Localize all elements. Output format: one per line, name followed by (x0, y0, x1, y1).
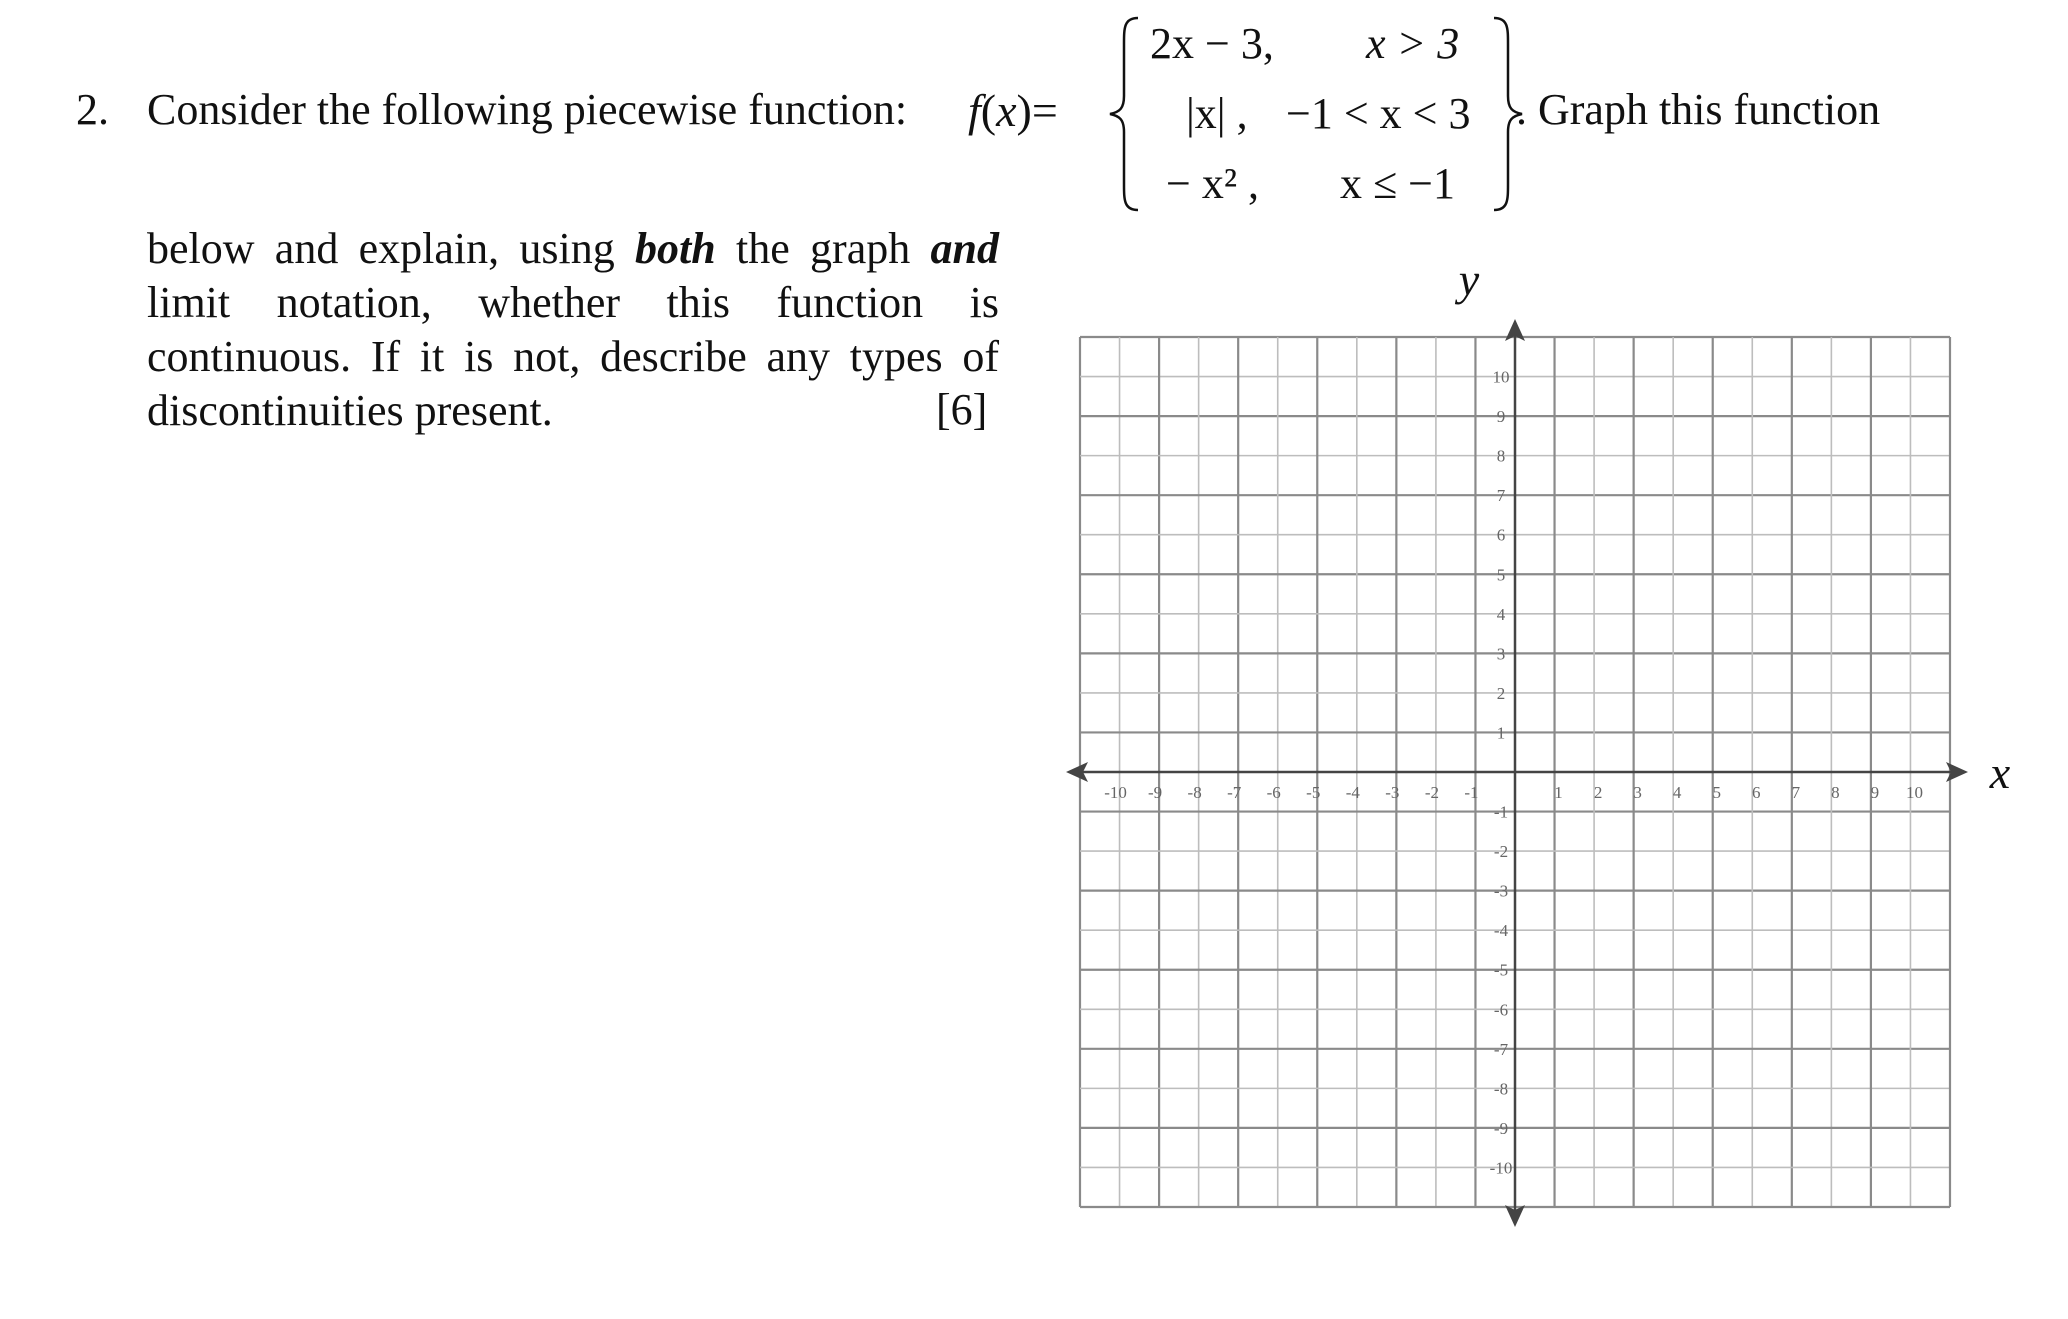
y-tick-label: 5 (1496, 565, 1506, 585)
question-body: below and explain, using both the graph and limit notation, whether this function is continuous. If it is not, describe any types of discontinuities present. (147, 224, 999, 435)
x-tick-label: -3 (1385, 783, 1400, 802)
y-tick-label: -6 (1493, 1000, 1509, 1020)
x-tick-label: -1 (1464, 783, 1479, 802)
x-tick-label: 9 (1870, 783, 1880, 802)
y-tick-label: 7 (1496, 486, 1506, 506)
open-paren: ( (980, 85, 997, 136)
case-3-condition: x ≤ −1 (1340, 159, 1455, 208)
function-notation (968, 84, 1058, 137)
case-2-expression: |x| , (1186, 89, 1248, 138)
y-tick-label: 4 (1496, 604, 1506, 624)
case-3-expression: − x² , (1166, 159, 1260, 208)
y-tick-label: 3 (1496, 644, 1506, 664)
question-intro: Consider the following piecewise function: (147, 85, 908, 134)
close-paren: ) (1016, 85, 1032, 136)
case-1-condition: x > 3 (1366, 19, 1460, 68)
y-tick-label: -8 (1493, 1079, 1509, 1099)
y-tick-label: -10 (1489, 1158, 1513, 1178)
y-tick-label: 9 (1496, 407, 1506, 427)
x-tick-label: 7 (1791, 783, 1801, 802)
equals-sign: = (1031, 85, 1058, 136)
x-tick-label: 2 (1593, 783, 1603, 802)
x-tick-label: 5 (1712, 783, 1721, 802)
y-tick-label: -2 (1493, 842, 1509, 862)
y-axis-label: y (1458, 255, 1480, 305)
x-tick-label: -7 (1227, 783, 1242, 802)
x-tick-label: 6 (1752, 783, 1761, 802)
question-tail: . Graph this function (1516, 85, 1881, 134)
y-tick-label: 6 (1496, 525, 1506, 545)
y-tick-label: -9 (1493, 1118, 1509, 1138)
x-tick-label: 10 (1905, 783, 1923, 802)
x-tick-label: -9 (1148, 783, 1163, 802)
emphasis-and: and (930, 224, 999, 273)
x-tick-label: -4 (1345, 783, 1360, 802)
emphasis-both: both (635, 224, 716, 273)
question-marks: [6] (936, 385, 988, 434)
case-2-condition: −1 < x < 3 (1286, 89, 1471, 138)
y-tick-label: -4 (1493, 921, 1509, 941)
x-tick-label: -6 (1266, 783, 1281, 802)
x-tick-label: -10 (1104, 783, 1127, 802)
y-tick-label: 8 (1496, 446, 1506, 466)
x-tick-label: -2 (1424, 783, 1439, 802)
x-tick-label: -5 (1306, 783, 1321, 802)
x-axis-label: x (1989, 747, 2011, 798)
x-tick-label: 3 (1633, 783, 1642, 802)
y-tick-label: -5 (1493, 960, 1509, 980)
case-1-expression: 2x − 3, (1150, 19, 1274, 68)
y-tick-label: 1 (1496, 723, 1506, 743)
y-tick-label: 2 (1496, 683, 1506, 703)
y-tick-label: -7 (1493, 1039, 1509, 1059)
y-tick-label: -3 (1493, 881, 1509, 901)
y-tick-label: -1 (1493, 802, 1509, 822)
question-number: 2. (76, 85, 109, 134)
function-name: f (968, 85, 981, 136)
x-tick-label: 8 (1831, 783, 1840, 802)
coordinate-grid (1060, 255, 2020, 1240)
x-tick-label: 1 (1554, 783, 1563, 802)
x-tick-label: 4 (1672, 783, 1682, 802)
left-brace (1110, 18, 1138, 210)
y-tick-label: 10 (1492, 367, 1510, 387)
function-var: x (996, 85, 1017, 136)
x-tick-label: -8 (1187, 783, 1202, 802)
